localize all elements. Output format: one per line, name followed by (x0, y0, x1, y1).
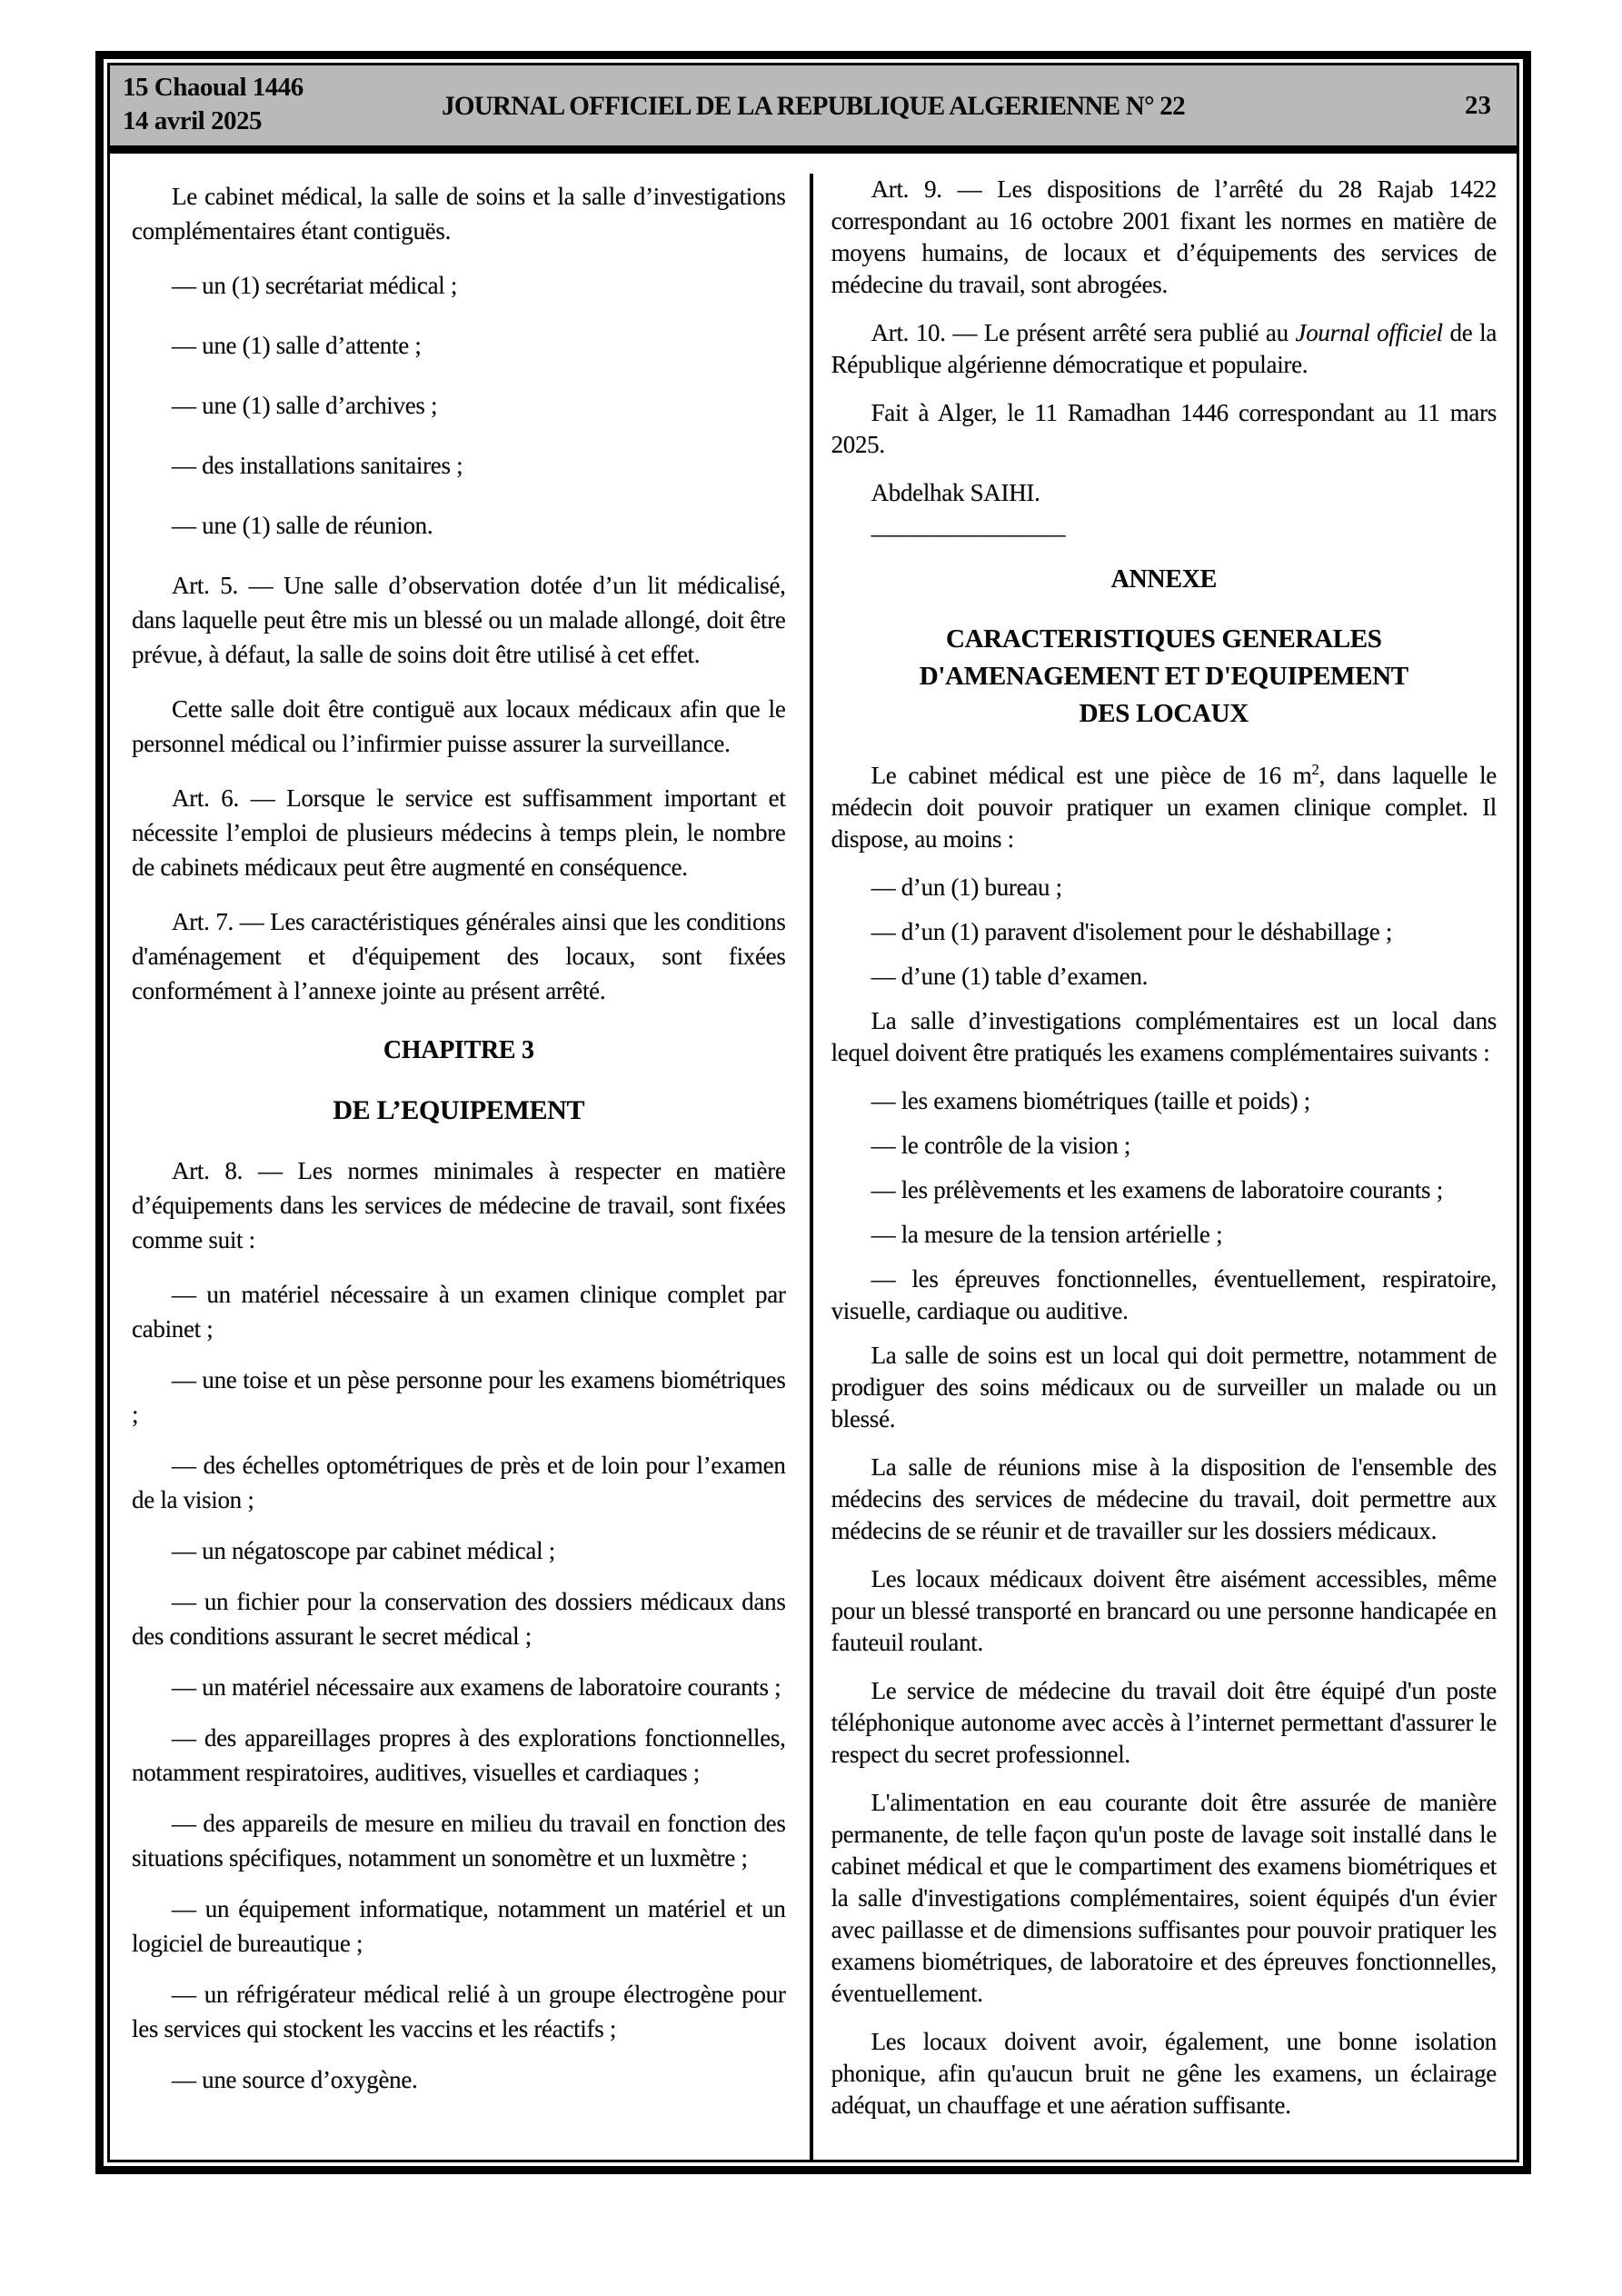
list-item: — les examens biométriques (taille et poids) ; (871, 1087, 1310, 1114)
page-header (110, 65, 1517, 154)
list-item: — les épreuves fonctionnelles, éventuellement, respiratoire, visuelle, cardiaque ou auditive. (831, 1265, 1497, 1324)
list-item: — d’une (1) table d’examen. (871, 963, 1149, 990)
list-item: — un matériel nécessaire à un examen clinique complet par cabinet ; (132, 1281, 786, 1343)
art10-text: Art. 10. — Le présent arrêté sera publié au (871, 319, 1296, 346)
paragraph-cabinet (831, 760, 1497, 855)
paragraph-alimentation: L'alimentation en eau courante doit être assurée de manière permanente, de telle façon qu'un poste de lavage soit installé dans le cabinet médical et que le compartiment des examens biométriques et la salle d'investigations complémentaires, soient équipés d'un évier avec paillasse et de dimensions suffisantes pour pouvoir pratiquer les examens biométriques, de laboratoire et des épreuves fonctionnelles, éventuellement. (831, 1789, 1497, 2007)
list-item: — un réfrigérateur médical relié à un groupe électrogène pour les services qui stockent les vaccins et les réactifs ; (132, 1981, 786, 2042)
page-number: 23 (1465, 91, 1491, 120)
date-hijri: 15 Chaoual 1446 (123, 73, 304, 102)
list-item: — le contrôle de la vision ; (871, 1132, 1131, 1159)
signature: Abdelhak SAIHI. (871, 479, 1040, 506)
cabinet-text: Le cabinet médical est une pièce de 16 m (871, 762, 1312, 789)
paragraph-reunions: La salle de réunions mise à la disposition de l'ensemble des médecins des services de médecine du travail, doit permettre aux médecins de se réunir et de travailler sur les dossiers médicaux. (831, 1453, 1497, 1544)
list-item: — d’un (1) bureau ; (871, 873, 1062, 901)
list-item: — une source d’oxygène. (172, 2066, 418, 2093)
page-content (110, 154, 1517, 2160)
paragraph-art9: Art. 9. — Les dispositions de l’arrêté du 28 Rajab 1422 correspondant au 16 octobre 2001 fixant les normes en matière de moyens humains, de locaux et d’équipements des services de médecine du travail, sont abrogées. (831, 175, 1497, 298)
chapter-subheading: DE L’EQUIPEMENT (333, 1095, 585, 1125)
list-item: — une toise et un pèse personne pour les examens biométriques ; (132, 1366, 786, 1428)
square-meter-exponent: 2 (1311, 761, 1319, 778)
chapter-heading: CHAPITRE 3 (383, 1036, 534, 1064)
art10-text-end: de la République algérienne démocratique et populaire. (831, 319, 1498, 378)
column-left (110, 174, 804, 2160)
page-border-frame (95, 51, 1531, 2174)
list-item: — un fichier pour la conservation des dossiers médicaux dans des conditions assurant le secret médical ; (132, 1588, 786, 1650)
paragraph-service: Le service de médecine du travail doit être équipé d'un poste téléphonique autonome avec accès à l’internet permettant d'assurer le respect du secret professionnel. (831, 1677, 1497, 1768)
annexe-title-line: DES LOCAUX (1079, 699, 1249, 728)
paragraph-intro: Le cabinet médical, la salle de soins et la salle d’investigations complémentaires étant contiguës. (132, 183, 786, 245)
paragraph-art8: Art. 8. — Les normes minimales à respecter en matière d’équipements dans les services de médecine de travail, sont fixées comme suit : (132, 1157, 786, 1253)
list-item: — une (1) salle de réunion. (172, 512, 433, 539)
journal-title: JOURNAL OFFICIEL DE LA REPUBLIQUE ALGERIENNE N° 22 (442, 91, 1185, 121)
list-item: — des appareillages propres à des explorations fonctionnelles, notamment respiratoires, auditives, visuelles et cardiaques ; (132, 1724, 786, 1786)
cabinet-text-end: , dans laquelle le médecin doit pouvoir pratiquer un examen clinique complet. Il dispose, au moins : (831, 762, 1497, 853)
list-item: — un négatoscope par cabinet médical ; (172, 1537, 555, 1564)
list-item: — des échelles optométriques de près et de loin pour l’examen de la vision ; (132, 1452, 786, 1513)
paragraph-art5: Art. 5. — Une salle d’observation dotée d’un lit médicalisé, dans laquelle peut être mis un blessé ou un malade allongé, doit être prévue, à défaut, la salle de soins doit être utilisé à cet effet. (132, 572, 786, 668)
date-gregorian: 14 avril 2025 (123, 106, 262, 135)
list-item: — des installations sanitaires ; (172, 452, 463, 479)
annexe-title (831, 621, 1497, 733)
dash-separator: ———————— (871, 520, 1066, 547)
list-item: — des appareils de mesure en milieu du travail en fonction des situations spécifiques, notamment un sonomètre et un luxmètre ; (132, 1810, 786, 1872)
list-item: — les prélèvements et les examens de laboratoire courants ; (871, 1176, 1443, 1203)
list-item: — d’un (1) paravent d'isolement pour le déshabillage ; (871, 918, 1393, 945)
paragraph-isolation: Les locaux doivent avoir, également, une bonne isolation phonique, afin qu'aucun bruit ne gêne les examens, un éclairage adéquat, un chauffage et une aération suffisante. (831, 2028, 1497, 2119)
paragraph-art10 (831, 317, 1497, 381)
list-item: — une (1) salle d’archives ; (172, 392, 438, 419)
list-item: — une (1) salle d’attente ; (172, 332, 422, 359)
paragraph-investigations: La salle d’investigations complémentaires est un local dans lequel doivent être pratiqués les examens complémentaires suivants : (831, 1007, 1497, 1066)
list-item: — un équipement informatique, notamment un matériel et un logiciel de bureautique ; (132, 1895, 786, 1957)
paragraph-locaux: Les locaux médicaux doivent être aisément accessibles, même pour un blessé transporté en brancard ou une personne handicapée en fauteuil roulant. (831, 1565, 1497, 1656)
paragraph-art5-suite: Cette salle doit être contiguë aux locaux médicaux afin que le personnel médical ou l’infirmier puisse assurer la surveillance. (132, 695, 786, 757)
column-right (808, 174, 1517, 2160)
paragraph-art7: Art. 7. — Les caractéristiques générales ainsi que les conditions d'aménagement et d'équipement des locaux, sont fixées conformément à l’annexe jointe au présent arrêté. (132, 908, 786, 1004)
annexe-heading: ANNEXE (1110, 565, 1217, 594)
annexe-title-line: D'AMENAGEMENT ET D'EQUIPEMENT (919, 662, 1408, 691)
paragraph-art6: Art. 6. — Lorsque le service est suffisamment important et nécessite l’emploi de plusieurs médecins à temps plein, le nombre de cabinets médicaux peut être augmenté en conséquence. (132, 784, 786, 881)
list-item: — un (1) secrétariat médical ; (172, 272, 458, 299)
column-divider (810, 174, 813, 2160)
paragraph-fait: Fait à Alger, le 11 Ramadhan 1446 correspondant au 11 mars 2025. (831, 399, 1497, 458)
paragraph-soins: La salle de soins est un local qui doit permettre, notamment de prodiguer des soins médicaux ou de surveiller un malade ou un blessé. (831, 1342, 1497, 1433)
list-item: — un matériel nécessaire aux examens de laboratoire courants ; (172, 1673, 781, 1701)
annexe-title-line: CARACTERISTIQUES GENERALES (945, 624, 1382, 654)
page-inner-frame (107, 63, 1519, 2162)
art10-journal-officiel: Journal officiel (1295, 319, 1443, 346)
list-item: — la mesure de la tension artérielle ; (871, 1221, 1223, 1248)
